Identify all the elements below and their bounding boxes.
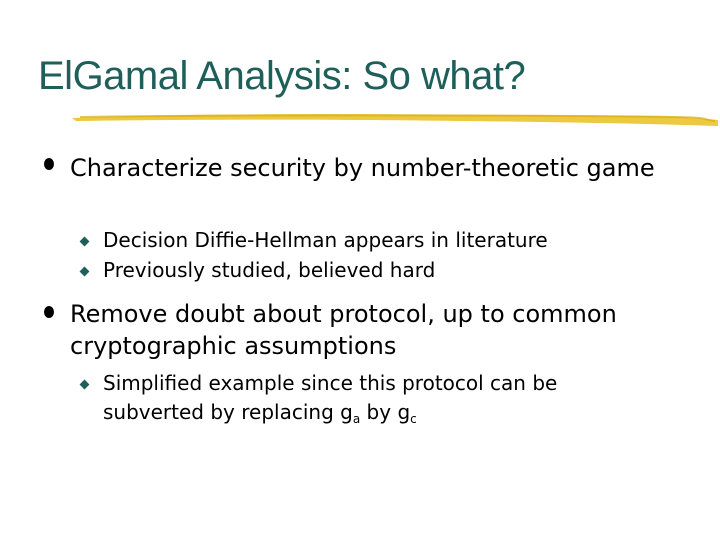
sub-bullet-item	[103, 369, 663, 427]
slide-title: ElGamal Analysis: So what?	[38, 54, 526, 98]
bullet-dot-icon	[44, 158, 54, 170]
sub-bullet-diamond-icon	[80, 237, 90, 247]
variable-g: g	[397, 400, 411, 424]
bullet-dot-icon	[44, 306, 54, 318]
title-underline	[70, 104, 720, 132]
sub-bullet-diamond-icon	[80, 380, 90, 390]
sub-bullet-diamond-icon	[80, 267, 90, 277]
subscript-a: a	[352, 412, 361, 426]
sub-bullet-text: Simplified example since this protocol can be subverted by replacing	[103, 371, 558, 424]
subscript-c: c	[410, 412, 417, 426]
variable-g: g	[340, 400, 353, 424]
sub-bullet-text: by	[360, 400, 398, 424]
bullet-item: Characterize security by number-theoretic game	[70, 154, 655, 182]
bullet-item: Remove doubt about protocol, up to common cryptographic assumptions	[70, 300, 617, 360]
sub-bullet-item: Previously studied, believed hard	[103, 258, 436, 282]
sub-bullet-item: Decision Diffie-Hellman appears in literature	[103, 228, 548, 252]
